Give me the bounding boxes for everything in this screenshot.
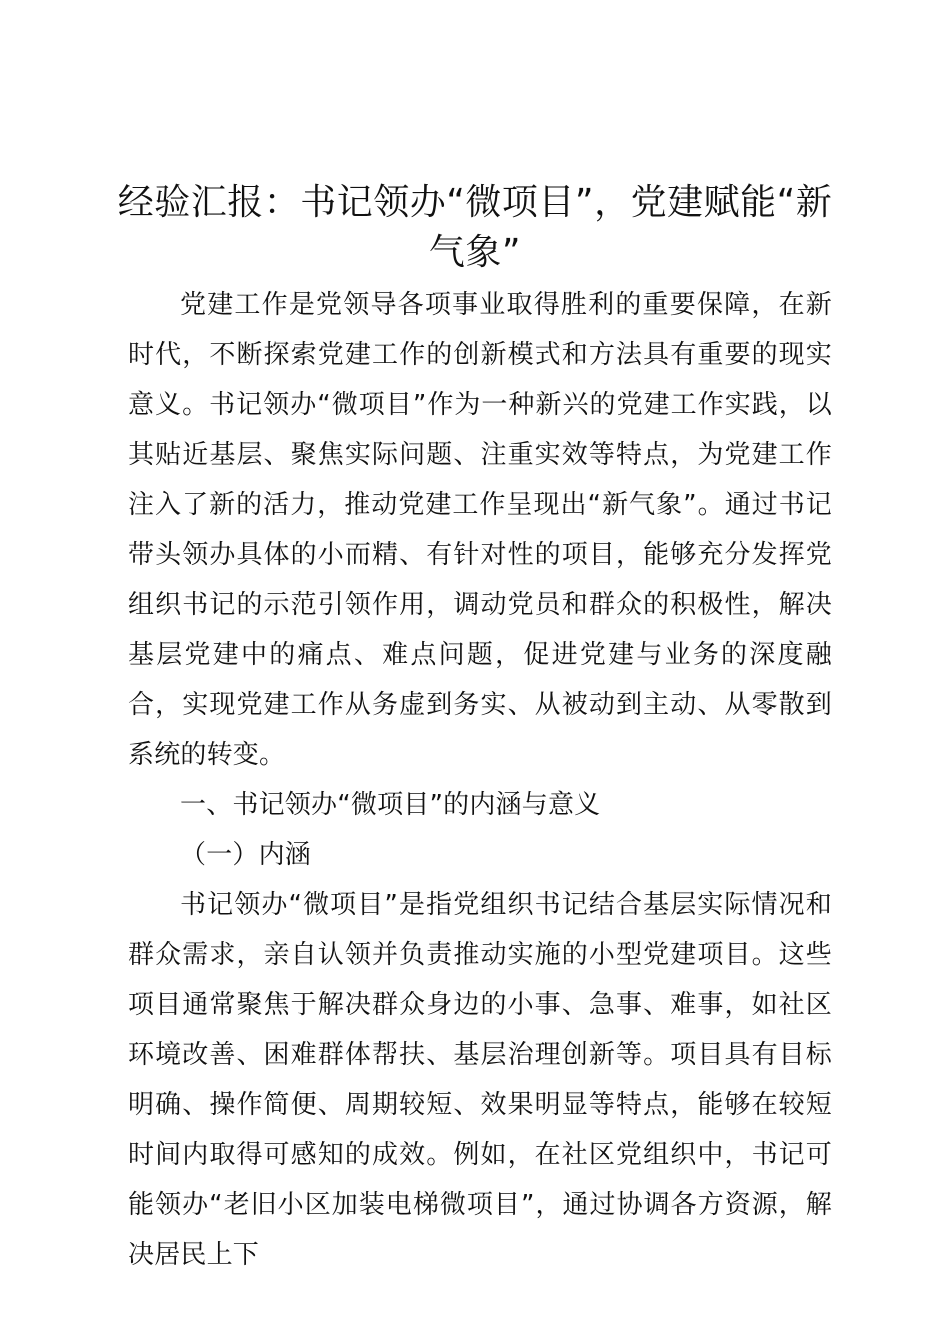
paragraph-intro: 党建工作是党领导各项事业取得胜利的重要保障，在新时代，不断探索党建工作的创新模式和方法具有重要的现实意义。书记领办“微项目”作为一种新兴的党建工作实践，以其贴近基层、聚焦实际问题、注重实效等特点，为党建工作注入了新的活力，推动党建工作呈现出“新气象”。通过书记带头领办具体的小而精、有针对性的项目，能够充分发挥党组织书记的示范引领作用，调动党员和群众的积极性，解决基层党建中的痛点、难点问题，促进党建与业务的深度融合，实现党建工作从务虚到务实、从被动到主动、从零散到系统的转变。: [128, 290, 832, 770]
subsection-heading: （一）内涵: [180, 840, 312, 870]
paragraph-connotation: 书记领办“微项目”是指党组织书记结合基层实际情况和群众需求，亲自认领并负责推动实施的小型党建项目。这些项目通常聚焦于解决群众身边的小事、急事、难事，如社区环境改善、困难群体帮扶、基层治理创新等。项目具有目标明确、操作简便、周期较短、效果明显等特点，能够在较短时间内取得可感知的成效。例如，在社区党组织中，书记可能领办“老旧小区加装电梯微项目”，通过协调各方资源，解决居民上下: [128, 890, 832, 1270]
document-title: 经验汇报：书记领办“微项目”，党建赋能“新气象”: [117, 182, 833, 273]
document-body: [128, 280, 832, 1280]
section-heading: 一、书记领办“微项目”的内涵与意义: [180, 790, 601, 820]
